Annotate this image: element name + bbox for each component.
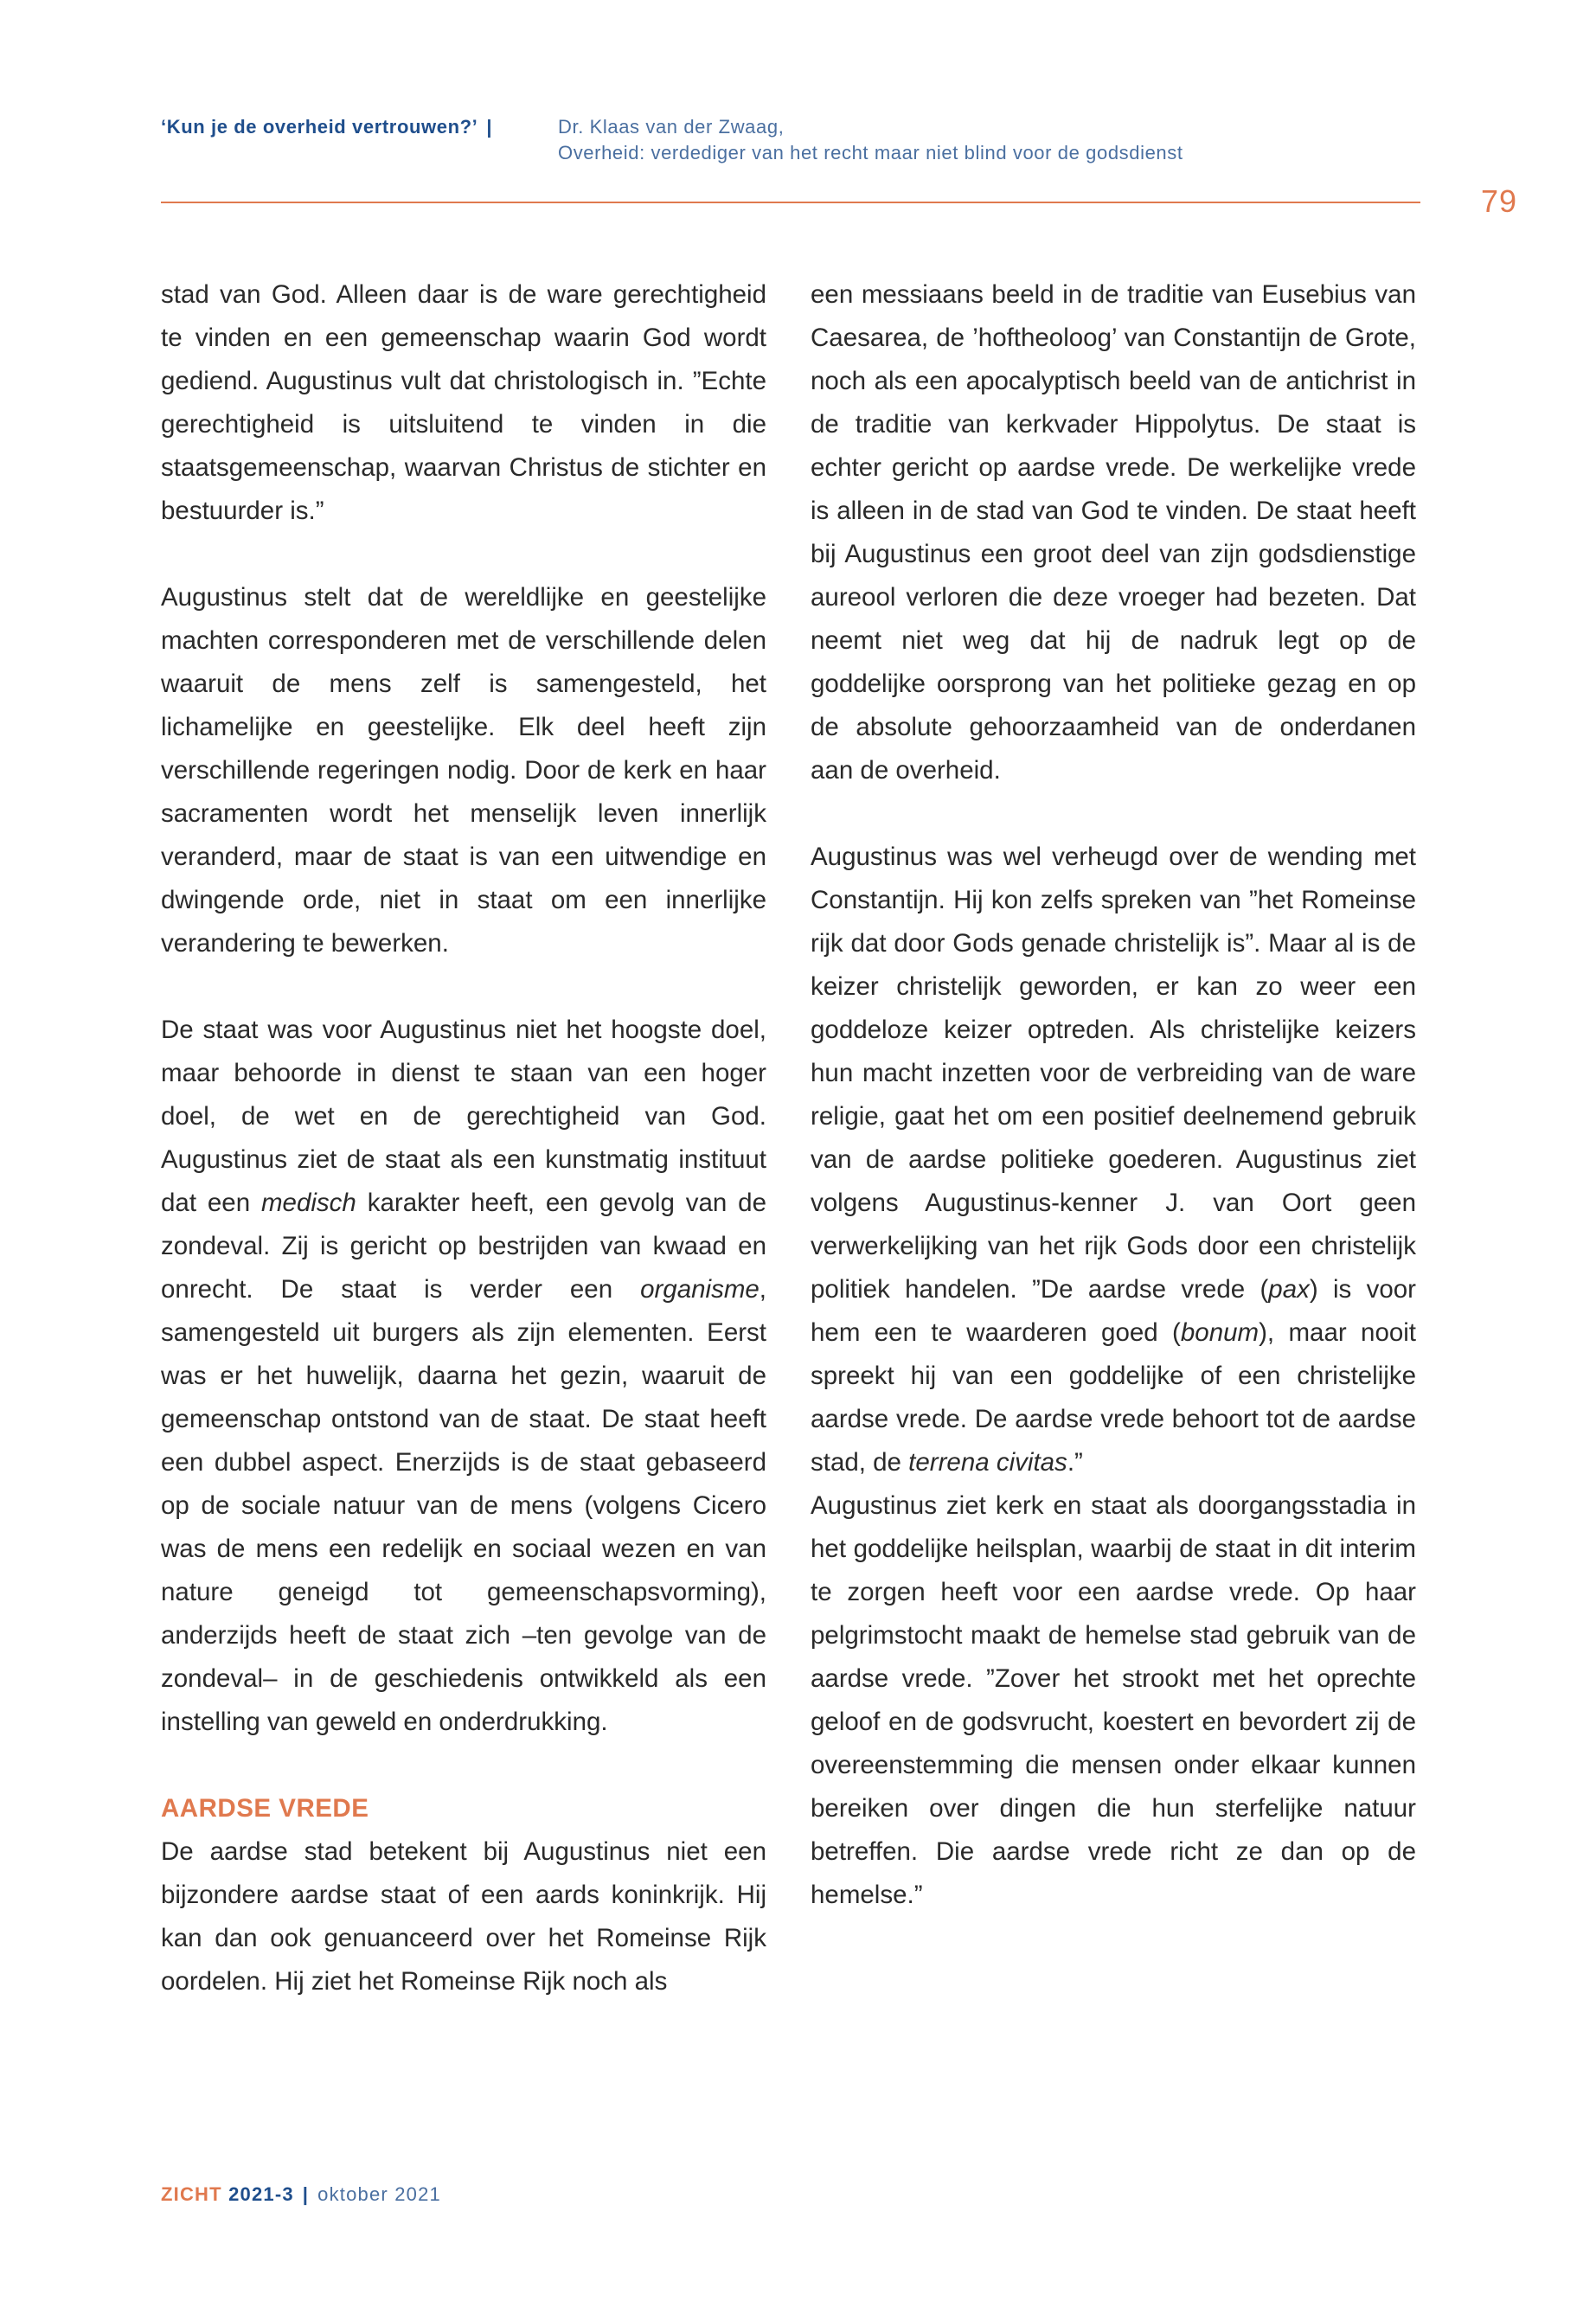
header-separator: | (486, 116, 493, 138)
page-number: 79 (1481, 183, 1518, 219)
author-name: Dr. Klaas van der Zwaag, (558, 116, 785, 138)
paragraph: stad van God. Alleen daar is de ware gerechtigheid te vinden en een gemeenschap waarin God wordt gediend. Augustinus vult dat christologisch in. ”Echte gerechtigheid is uitsluitend te vinden in die staatsgemeenschap, waarvan Christus de stichter en bestuurder is.” (161, 280, 766, 525)
right-column (811, 273, 1416, 1917)
page-footer (161, 2183, 441, 2206)
emphasis: terrena civitas (908, 1448, 1067, 1477)
issue-date: oktober 2021 (317, 2183, 441, 2205)
emphasis: bonum (1180, 1318, 1259, 1347)
paragraph: een messiaans beeld in de traditie van Eusebius van Caesarea, de ’hoftheoloog’ van Constantijn de Grote, noch als een apocalyptisch beeld van de antichrist in de traditie van kerkvader Hippolytus. De staat is echter gericht op aardse vrede. De werkelijke vrede is alleen in de stad van God te vinden. De staat heeft bij Augustinus een groot deel van zijn godsdienstige aureool verloren die deze vroeger had bezeten. Dat neemt niet weg dat hij de nadruk legt op de goddelijke oorsprong van het politieke gezag en op de absolute gehoorzaamheid van de onderdanen aan de overheid. (811, 280, 1416, 785)
header-rule (161, 202, 1420, 203)
magazine-name: ZICHT (161, 2183, 222, 2205)
paragraph: Augustinus stelt dat de wereldlijke en geestelijke machten corresponderen met de verschillende delen waaruit de mens zelf is samengesteld, het lichamelijke en geestelijke. Elk deel heeft zijn verschillende regeringen nodig. Door de kerk en haar sacramenten wordt het menselijk leven innerlijk veranderd, maar de staat is van een uitwendige en dwingende orde, niet in staat om een innerlijke verandering te bewerken. (161, 583, 766, 958)
footer-separator: | (302, 2183, 310, 2205)
issue-number: 2021-3 (228, 2183, 294, 2205)
paragraph: De aardse stad betekent bij Augustinus niet een bijzondere aardse staat of een aards koninkrijk. Hij kan dan ook genuanceerd over het Romeinse Rijk oordelen. Hij ziet het Romeinse Rijk noch als (161, 1837, 766, 1996)
paragraph: De staat was voor Augustinus niet het hoogste doel, maar behoorde in dienst te staan van een hoger doel, de wet en de gerechtigheid van God. Augustinus ziet de staat als een kunstmatig instituut dat een medisch karakter heeft, een gevolg van de zondeval. Zij is gericht op bestrijden van kwaad en onrecht. De staat is verder een organisme, samengesteld uit burgers als zijn elementen. Eerst was er het huwelijk, daarna het gezin, waaruit de gemeenschap ontstond van de staat. De staat heeft een dubbel aspect. Enerzijds is de staat gebaseerd op de sociale natuur van de mens (volgens Cicero was de mens een redelijk en sociaal wezen en van nature geneigd tot gemeenschapsvorming), anderzijds heeft de staat zich –ten gevolge van de zondeval– in de geschiedenis ontwikkeld als een instelling van geweld en onderdrukking. (161, 1016, 766, 1736)
article-subtitle: Overheid: verdediger van het recht maar niet blind voor de godsdienst (558, 142, 1183, 163)
header-meta (558, 114, 1183, 166)
emphasis: pax (1268, 1275, 1310, 1304)
running-header (161, 114, 1183, 163)
emphasis: medisch (260, 1189, 356, 1217)
left-column (161, 273, 766, 2003)
section-heading: AARDSE VREDE (161, 1794, 369, 1823)
paragraph: Augustinus ziet kerk en staat als doorgangsstadia in het goddelijke heilsplan, waarbij de staat in dit interim te zorgen heeft voor een aardse vrede. Op haar pelgrimstocht maakt de hemelse stad gebruik van de aardse vrede. ”Zover het strookt met het oprechte geloof en de godsvrucht, koestert en bevordert zij de overeenstemming die mensen onder elkaar kunnen bereiken over dingen die hun sterfelijke natuur betreffen. Die aardse vrede richt ze dan op de hemelse.” (811, 1491, 1416, 1909)
paragraph: Augustinus was wel verheugd over de wending met Constantijn. Hij kon zelfs spreken van ”het Romeinse rijk dat door Gods genade christelijk is”. Maar al is de keizer christelijk geworden, er kan zo weer een goddeloze keizer optreden. Als christelijke keizers hun macht inzetten voor de verbreiding van de ware religie, gaat het om een positief deelnemend gebruik van de aardse politieke goederen. Augustinus ziet volgens Augustinus-kenner J. van Oort geen verwerkelijking van het rijk Gods door een christelijk politiek handelen. ”De aardse vrede (pax) is voor hem een te waarderen goed (bonum), maar nooit spreekt hij van een goddelijke of een christelijke aardse vrede. De aardse vrede behoort tot de aardse stad, de terrena civitas.” (811, 843, 1417, 1477)
emphasis: organisme (640, 1275, 760, 1304)
article-title: ‘Kun je de overheid vertrouwen?’ (161, 116, 478, 138)
